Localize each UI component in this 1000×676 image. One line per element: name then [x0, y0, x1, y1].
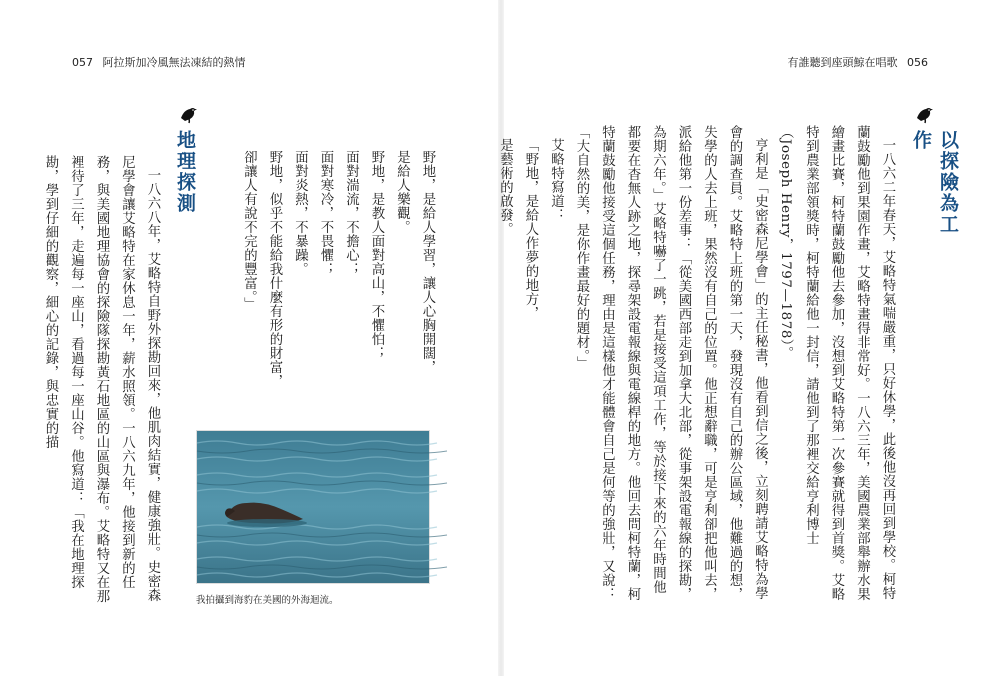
poem-line: 卻讓人有說不完的豐富。」: [241, 150, 257, 312]
photo-caption: 我拍攝到海豹在美國的外海迴流。: [196, 595, 339, 606]
left-page-body: [43, 155, 165, 610]
running-header-right: [788, 54, 929, 70]
poem-block: [240, 150, 440, 410]
poem-line: 野地，似乎不能給我什麼有形的財富，: [267, 150, 282, 388]
running-header-left: [72, 54, 246, 70]
poem-line: 野地，是教人面對高山，不懼怕；: [369, 150, 384, 360]
paragraph: 亨利是「史密森尼學會」的主任秘書，他看到信之後，立刻聘請艾略特為學會的調查員。艾略特上班的第一天，發現沒有自己的辦公區域，他難過的想，失學的人去上班，果然沒有自己的位置。他正想辭職，可是亨利卻把他叫去，派給他第一份差事：「從美國西部走到加拿大北部，從事架設電報線的探勘，為期六年。」艾略特嚇了一跳，若是接受這項工作，等於接下來的六年時間他都要在杳無人跡之地，探尋架設電報線與電線桿的地方。他回去問柯特蘭，柯特蘭鼓勵他接受這個任務，理由是這樣他才能體會自己是何等的強壯，又說：「大自然的美，是你作畫最好的題材。」: [574, 125, 768, 601]
seal-photo: [196, 430, 430, 584]
poem-line: 面對寒冷，不畏懼；: [318, 150, 333, 276]
paragraph: 一八六八年，艾略特自野外探勘回來，他肌肉結實，健康強壯。史密森尼學會讓艾略特在家休息一年，薪水照領。一八六九年，他接到新的任務，與美國地理協會的探險隊探勘黃石地區的山區與瀑布。艾略特又在那裡待了三年，走遍每一座山，看過每一座山谷。他寫道：「我在地理探勘，學到仔細的觀察，細心的記錄，與忠實的描: [43, 155, 160, 603]
section-heading-exploration: 以探險為工作: [910, 130, 959, 235]
bird-icon: [178, 104, 198, 124]
quote-line: 是藝術的啟發。: [497, 138, 513, 237]
section-heading-geology: 地理探測: [174, 130, 196, 214]
poem-line: 面對炎熱，不暴躁。: [292, 150, 308, 276]
poem-line: 是給人樂觀。: [394, 150, 410, 234]
chapter-title-left: 阿拉斯加冷風無法凍結的熱情: [102, 56, 246, 69]
right-page-body: [497, 125, 900, 605]
page-number-left: 057: [72, 56, 93, 69]
page-number-right: 056: [907, 56, 928, 69]
chapter-title-right: 有誰聽到座頭鯨在唱歌: [787, 56, 898, 69]
bird-icon: [914, 104, 934, 124]
poem-line: 野地，是給人學習，讓人心胸開闊，: [420, 150, 435, 374]
paragraph: 一八六二年春天，艾略特氣喘嚴重，只好休學，此後他沒再回到學校。柯特蘭鼓勵他到果園作畫，艾略特畫得非常好。一八六三年，美國農業部舉辦水果繪畫比賽，柯特蘭鼓勵他去參加，沒想到艾略特第一次參賽就得到首獎。艾略特到農業部領獎時，柯特蘭給他一封信，請他到了那裡交給亨利博士（Joseph Henry，1797—1878）。: [778, 125, 895, 601]
paragraph: 艾略特寫道：: [548, 138, 564, 223]
poem-line: 面對湍流，不擔心；: [343, 150, 359, 276]
quote-line: 「野地，是給人作夢的地方，: [523, 138, 538, 321]
